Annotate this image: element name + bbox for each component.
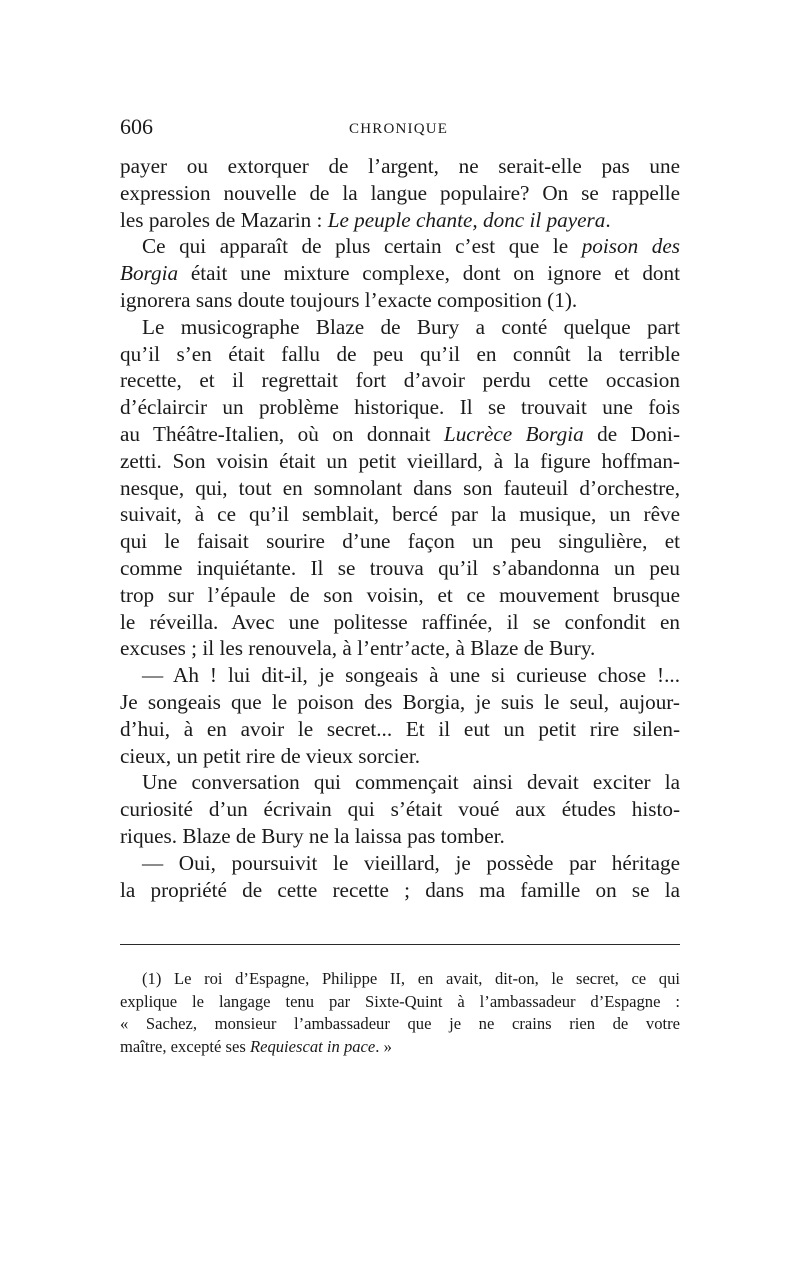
text-line: expression nouvelle de la langue populaire? On se rappelle xyxy=(120,180,680,205)
text-line: qui le faisait sourire d’une façon un peu singulière, et xyxy=(120,529,680,554)
text-line: cieux, un petit rire de vieux sorcier. xyxy=(120,743,421,768)
footnote-line: maître, excepté ses Requiescat in pace. » xyxy=(120,1036,392,1056)
page-number: 606 xyxy=(120,114,153,139)
text-line: d’hui, à en avoir le secret... Et il eut un petit rire silen- xyxy=(120,716,680,741)
text-line: suivait, à ce qu’il semblait, bercé par la musique, un rêve xyxy=(120,502,680,527)
text-line: trop sur l’épaule de son voisin, et ce mouvement brusque xyxy=(120,582,680,607)
text-line: Je songeais que le poison des Borgia, je suis le seul, aujour- xyxy=(120,689,680,714)
text-line: la propriété de cette recette ; dans ma famille on se la xyxy=(120,877,680,902)
footnote-line: « Sachez, monsieur l’ambassadeur que je ne crains rien de votre xyxy=(120,1014,680,1033)
footnote-divider xyxy=(120,944,680,945)
text-line: Le musicographe Blaze de Bury a conté quelque part xyxy=(142,314,680,339)
text-line: au Théâtre-Italien, où on donnait Lucrèce Borgia de Doni- xyxy=(120,421,681,446)
text-line: — Oui, poursuivit le vieillard, je possède par héritage xyxy=(142,850,680,875)
text-line: qu’il s’en était fallu de peu qu’il en connût la terrible xyxy=(120,341,680,366)
text-line: Borgia était une mixture complexe, dont on ignore et dont xyxy=(120,261,680,286)
text-line: nesque, qui, tout en somnolant dans son fauteuil d’orchestre, xyxy=(120,475,680,500)
text-line: riques. Blaze de Bury ne la laissa pas tomber. xyxy=(120,823,505,848)
text-line: d’éclaircir un problème historique. Il se trouvait une fois xyxy=(120,395,680,420)
body-text xyxy=(120,153,680,903)
text-line: excuses ; il les renouvela, à l’entr’acte, à Blaze de Bury. xyxy=(120,636,596,661)
running-head: CHRONIQUE xyxy=(349,121,449,137)
text-line: — Ah ! lui dit-il, je songeais à une si curieuse chose !... xyxy=(142,663,680,688)
footnotes xyxy=(120,968,680,1058)
text-line: comme inquiétante. Il se trouva qu’il s’abandonna un peu xyxy=(120,555,680,580)
text-line: ignorera sans doute toujours l’exacte composition (1). xyxy=(120,287,578,312)
text-line: Ce qui apparaît de plus certain c’est que le poison des xyxy=(142,234,681,259)
text-line: payer ou extorquer de l’argent, ne serait-elle pas une xyxy=(120,154,680,178)
text-line: le réveilla. Avec une politesse raffinée, il se confondit en xyxy=(120,609,680,634)
text-line: curiosité d’un écrivain qui s’était voué aux études histo- xyxy=(120,797,680,822)
footnote-line: (1) Le roi d’Espagne, Philippe II, en avait, dit-on, le secret, ce qui xyxy=(142,969,680,988)
text-line: les paroles de Mazarin : Le peuple chante, donc il payera. xyxy=(120,207,611,232)
text-line: zetti. Son voisin était un petit vieillard, à la figure hoffman- xyxy=(120,448,680,473)
text-line: recette, et il regrettait fort d’avoir perdu cette occasion xyxy=(120,368,680,393)
text-line: Une conversation qui commençait ainsi devait exciter la xyxy=(142,770,680,795)
footnote-line: explique le langage tenu par Sixte-Quint à l’ambassadeur d’Espagne : xyxy=(120,991,680,1011)
